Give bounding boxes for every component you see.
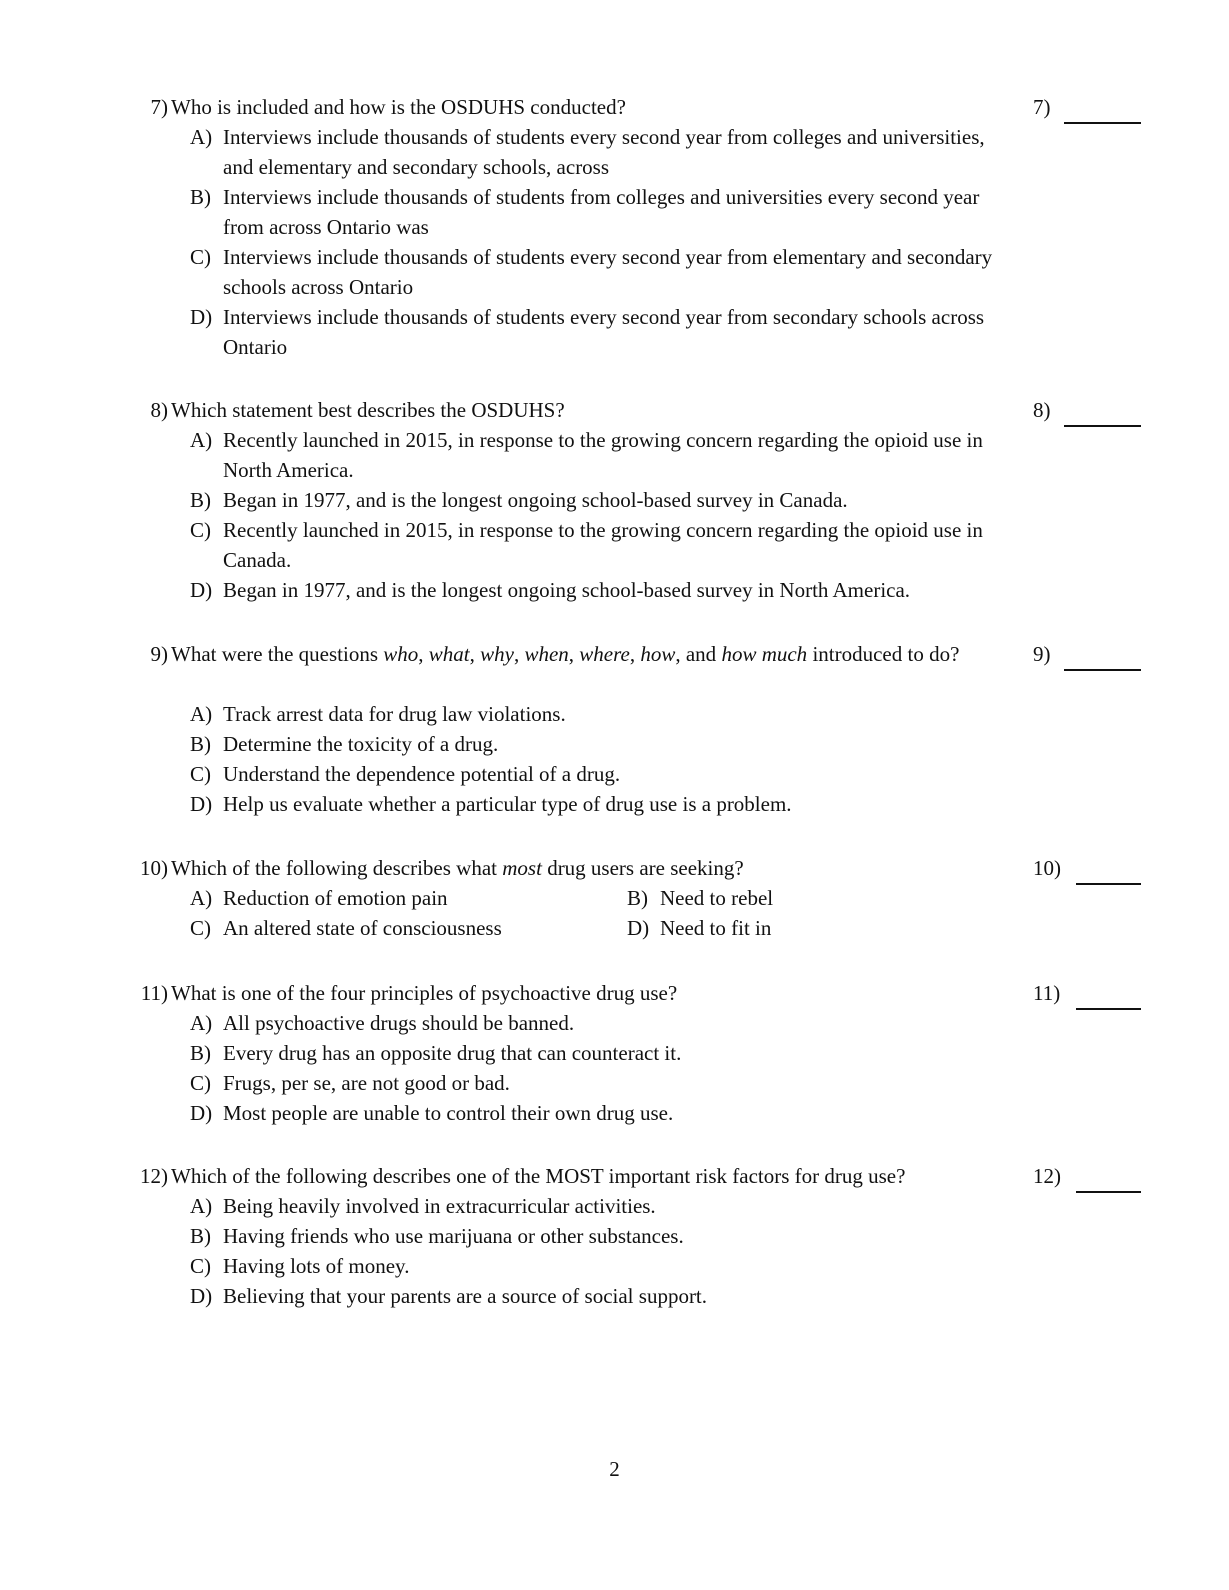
choice-letter: B) — [627, 886, 648, 910]
choice-a[interactable] — [190, 122, 1020, 182]
choice-b[interactable] — [190, 1038, 1020, 1068]
question-number: 7) — [150, 95, 168, 119]
choice-letter: C) — [190, 762, 211, 786]
choice-letter: D) — [190, 1284, 213, 1308]
answer-label: 10) — [1033, 856, 1061, 880]
choice-text: Track arrest data for drug law violations. — [223, 702, 566, 726]
choice-letter: B) — [190, 1224, 211, 1248]
choice-d[interactable] — [627, 913, 771, 943]
choice-a[interactable] — [190, 1191, 1020, 1221]
question-text: What were the questions who, what, why, when, where, how, and how much introduced to do? — [171, 642, 960, 666]
choice-text: Most people are unable to control their own drug use. — [223, 1101, 674, 1125]
choice-letter: A) — [190, 1011, 213, 1035]
choice-d[interactable] — [190, 1098, 1020, 1128]
choice-c[interactable] — [190, 1251, 1020, 1281]
choice-letter: A) — [190, 125, 213, 149]
question-text: Who is included and how is the OSDUHS conducted? — [171, 95, 626, 119]
choice-text: Interviews include thousands of students from colleges and universities every second year from across Ontario was — [223, 185, 980, 239]
choice-letter: B) — [190, 1041, 211, 1065]
choice-b[interactable] — [190, 729, 1020, 759]
question-text: What is one of the four principles of psychoactive drug use? — [171, 981, 678, 1005]
choice-letter: D) — [190, 305, 213, 329]
choice-letter: A) — [190, 1194, 213, 1218]
answer-blank[interactable] — [1064, 669, 1141, 671]
choice-letter: A) — [190, 428, 213, 452]
choices-list — [190, 1008, 1020, 1128]
question-text: Which of the following describes one of the MOST important risk factors for drug use? — [171, 1164, 906, 1188]
choice-letter: D) — [627, 916, 650, 940]
answer-blank[interactable] — [1076, 883, 1141, 885]
choices-list — [190, 699, 1020, 819]
choice-b[interactable] — [190, 182, 1020, 242]
choice-letter: D) — [190, 578, 213, 602]
choice-b[interactable] — [627, 883, 773, 913]
answer-blank[interactable] — [1064, 425, 1141, 427]
choice-text: Reduction of emotion pain — [223, 886, 448, 910]
choice-text: Help us evaluate whether a particular type of drug use is a problem. — [223, 792, 792, 816]
question-number: 10) — [140, 856, 168, 880]
answer-blank[interactable] — [1076, 1191, 1141, 1193]
question-number: 8) — [150, 398, 168, 422]
answer-label: 7) — [1033, 95, 1051, 119]
choice-text: Having lots of money. — [223, 1254, 410, 1278]
choice-letter: D) — [190, 792, 213, 816]
choice-letter: C) — [190, 916, 211, 940]
choice-letter: A) — [190, 702, 213, 726]
choice-text: Interviews include thousands of students every second year from colleges and universities, and elementary and secondary schools, across — [223, 125, 985, 179]
choice-letter: C) — [190, 1071, 211, 1095]
choice-a[interactable] — [190, 699, 1020, 729]
choice-text: Understand the dependence potential of a drug. — [223, 762, 621, 786]
question-text: Which statement best describes the OSDUHS? — [171, 398, 565, 422]
question-number: 12) — [140, 1164, 168, 1188]
choice-c[interactable] — [190, 242, 1020, 302]
choices-list — [190, 1191, 1020, 1311]
choices-list — [190, 425, 1020, 605]
choice-c[interactable] — [190, 913, 502, 943]
choice-a[interactable] — [190, 883, 448, 913]
choice-letter: D) — [190, 1101, 213, 1125]
choice-letter: C) — [190, 518, 211, 542]
choice-b[interactable] — [190, 1221, 1020, 1251]
choice-text: Believing that your parents are a source of social support. — [223, 1284, 708, 1308]
choice-letter: B) — [190, 488, 211, 512]
choice-text: Interviews include thousands of students every second year from elementary and secondary schools across Ontario — [223, 245, 993, 299]
choice-c[interactable] — [190, 515, 1020, 575]
answer-label: 9) — [1033, 642, 1051, 666]
choice-d[interactable] — [190, 302, 1020, 362]
choice-text: Having friends who use marijuana or other substances. — [223, 1224, 684, 1248]
choice-text: All psychoactive drugs should be banned. — [223, 1011, 575, 1035]
choice-text: An altered state of consciousness — [223, 916, 502, 940]
choice-text: Began in 1977, and is the longest ongoing school-based survey in North America. — [223, 578, 911, 602]
choice-d[interactable] — [190, 1281, 1020, 1311]
answer-blank[interactable] — [1064, 122, 1141, 124]
choice-letter: C) — [190, 1254, 211, 1278]
choice-text: Every drug has an opposite drug that can counteract it. — [223, 1041, 682, 1065]
choice-text: Recently launched in 2015, in response to the growing concern regarding the opioid use in Canada. — [223, 518, 983, 572]
choice-text: Frugs, per se, are not good or bad. — [223, 1071, 510, 1095]
page-number: 2 — [609, 1457, 620, 1481]
choice-text: Determine the toxicity of a drug. — [223, 732, 499, 756]
choices-list — [190, 122, 1020, 362]
choice-text: Began in 1977, and is the longest ongoing school-based survey in Canada. — [223, 488, 848, 512]
choice-letter: B) — [190, 732, 211, 756]
choice-a[interactable] — [190, 425, 1020, 485]
choice-letter: C) — [190, 245, 211, 269]
answer-label: 8) — [1033, 398, 1051, 422]
answer-label: 12) — [1033, 1164, 1061, 1188]
choice-d[interactable] — [190, 575, 1020, 605]
choice-c[interactable] — [190, 1068, 1020, 1098]
choice-text: Being heavily involved in extracurricular activities. — [223, 1194, 656, 1218]
question-number: 11) — [140, 981, 168, 1005]
choice-letter: A) — [190, 886, 213, 910]
choice-c[interactable] — [190, 759, 1020, 789]
question-text: Which of the following describes what most drug users are seeking? — [171, 856, 744, 880]
choice-d[interactable] — [190, 789, 1020, 819]
question-number: 9) — [150, 642, 168, 666]
choice-b[interactable] — [190, 485, 1020, 515]
answer-label: 11) — [1033, 981, 1061, 1005]
choice-text: Need to fit in — [660, 916, 772, 940]
choice-text: Interviews include thousands of students every second year from secondary schools across Ontario — [223, 305, 985, 359]
choice-text: Recently launched in 2015, in response to the growing concern regarding the opioid use in North America. — [223, 428, 983, 482]
choice-letter: B) — [190, 185, 211, 209]
answer-blank[interactable] — [1076, 1008, 1141, 1010]
choice-text: Need to rebel — [660, 886, 774, 910]
choice-a[interactable] — [190, 1008, 1020, 1038]
